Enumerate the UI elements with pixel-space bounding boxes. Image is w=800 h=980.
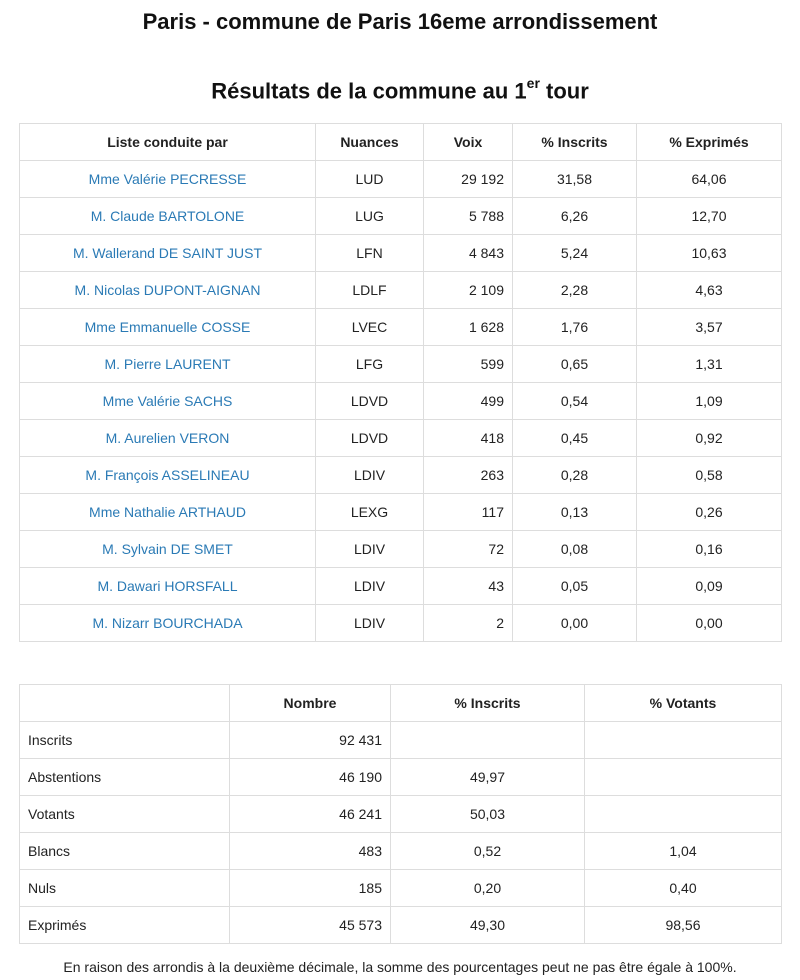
summary-body	[20, 722, 782, 944]
voix-cell: 1 628	[424, 309, 513, 346]
candidate-link[interactable]: Mme Nathalie ARTHAUD	[89, 504, 246, 520]
candidate-cell	[20, 346, 316, 383]
summary-inscrits-pct-cell: 50,03	[391, 796, 585, 833]
summary-votants-pct-cell: 1,04	[585, 833, 782, 870]
nuance-cell: LEXG	[316, 494, 424, 531]
nuance-cell: LFN	[316, 235, 424, 272]
nuance-cell: LDVD	[316, 420, 424, 457]
candidate-cell	[20, 198, 316, 235]
table-row	[20, 722, 782, 759]
inscrits-pct-cell: 31,58	[513, 161, 637, 198]
candidate-cell	[20, 494, 316, 531]
voix-cell: 499	[424, 383, 513, 420]
summary-label-cell: Nuls	[20, 870, 230, 907]
candidate-cell	[20, 531, 316, 568]
candidate-link[interactable]: M. Nicolas DUPONT-AIGNAN	[74, 282, 261, 298]
summary-label-cell: Votants	[20, 796, 230, 833]
table-row	[20, 161, 782, 198]
nuance-cell: LDIV	[316, 568, 424, 605]
inscrits-pct-cell: 0,05	[513, 568, 637, 605]
nuance-cell: LUD	[316, 161, 424, 198]
table-row	[20, 309, 782, 346]
summary-nombre-cell: 45 573	[230, 907, 391, 944]
candidate-cell	[20, 383, 316, 420]
nuance-cell: LVEC	[316, 309, 424, 346]
candidate-link[interactable]: M. Claude BARTOLONE	[90, 208, 245, 224]
voix-cell: 599	[424, 346, 513, 383]
candidate-cell	[20, 272, 316, 309]
round-title-sup: er	[526, 75, 540, 91]
exprimes-pct-cell: 12,70	[637, 198, 782, 235]
table-row	[20, 907, 782, 944]
inscrits-pct-cell: 6,26	[513, 198, 637, 235]
rounding-note: En raison des arrondis à la deuxième décimale, la somme des pourcentages peut ne pas être égale à 100%.	[63, 959, 737, 975]
summary-nombre-cell: 483	[230, 833, 391, 870]
col-header-inscrits: % Inscrits	[513, 124, 637, 161]
summary-label-cell: Inscrits	[20, 722, 230, 759]
summary-nombre-cell: 46 241	[230, 796, 391, 833]
candidate-link[interactable]: M. Wallerand DE SAINT JUST	[72, 245, 263, 261]
table-row	[20, 235, 782, 272]
inscrits-pct-cell: 0,45	[513, 420, 637, 457]
col-header-nuances: Nuances	[316, 124, 424, 161]
candidate-cell	[20, 161, 316, 198]
exprimes-pct-cell: 4,63	[637, 272, 782, 309]
voix-cell: 418	[424, 420, 513, 457]
summary-col-header-inscrits: % Inscrits	[391, 685, 585, 722]
candidate-cell	[20, 568, 316, 605]
table-row	[20, 605, 782, 642]
round-title-end: tour	[539, 78, 589, 104]
round-title-main: Résultats de la commune au 1	[211, 78, 527, 104]
table-row	[20, 420, 782, 457]
voix-cell: 117	[424, 494, 513, 531]
col-header-exprimes: % Exprimés	[637, 124, 782, 161]
inscrits-pct-cell: 0,28	[513, 457, 637, 494]
candidate-link[interactable]: M. Dawari HORSFALL	[97, 578, 238, 594]
summary-col-header-votants: % Votants	[585, 685, 782, 722]
table-row	[20, 870, 782, 907]
inscrits-pct-cell: 0,13	[513, 494, 637, 531]
col-header-candidate: Liste conduite par	[20, 124, 316, 161]
col-header-voix: Voix	[424, 124, 513, 161]
nuance-cell: LFG	[316, 346, 424, 383]
candidate-cell	[20, 420, 316, 457]
table-row	[20, 272, 782, 309]
exprimes-pct-cell: 0,26	[637, 494, 782, 531]
summary-inscrits-pct-cell: 49,30	[391, 907, 585, 944]
voix-cell: 43	[424, 568, 513, 605]
inscrits-pct-cell: 0,00	[513, 605, 637, 642]
nuance-cell: LDIV	[316, 531, 424, 568]
candidate-link[interactable]: M. François ASSELINEAU	[85, 467, 250, 483]
inscrits-pct-cell: 0,08	[513, 531, 637, 568]
results-header-row	[20, 124, 782, 161]
voix-cell: 29 192	[424, 161, 513, 198]
table-row	[20, 198, 782, 235]
summary-inscrits-pct-cell	[391, 722, 585, 759]
page-title: Paris - commune de Paris 16eme arrondissement	[142, 9, 658, 34]
summary-table	[19, 684, 782, 944]
table-row	[20, 833, 782, 870]
inscrits-pct-cell: 0,65	[513, 346, 637, 383]
inscrits-pct-cell: 0,54	[513, 383, 637, 420]
exprimes-pct-cell: 0,09	[637, 568, 782, 605]
inscrits-pct-cell: 1,76	[513, 309, 637, 346]
summary-label-cell: Exprimés	[20, 907, 230, 944]
table-row	[20, 759, 782, 796]
summary-label-cell: Blancs	[20, 833, 230, 870]
exprimes-pct-cell: 1,09	[637, 383, 782, 420]
results-body	[20, 161, 782, 642]
nuance-cell: LDIV	[316, 605, 424, 642]
exprimes-pct-cell: 0,58	[637, 457, 782, 494]
nuance-cell: LDVD	[316, 383, 424, 420]
voix-cell: 72	[424, 531, 513, 568]
nuance-cell: LDLF	[316, 272, 424, 309]
candidate-link[interactable]: M. Pierre LAURENT	[104, 356, 231, 372]
candidate-cell	[20, 605, 316, 642]
summary-col-header-label	[20, 685, 230, 722]
voix-cell: 2	[424, 605, 513, 642]
candidate-cell	[20, 309, 316, 346]
summary-nombre-cell: 185	[230, 870, 391, 907]
exprimes-pct-cell: 0,00	[637, 605, 782, 642]
table-row	[20, 346, 782, 383]
table-row	[20, 531, 782, 568]
candidate-link[interactable]: Mme Emmanuelle COSSE	[84, 319, 251, 335]
voix-cell: 4 843	[424, 235, 513, 272]
table-row	[20, 494, 782, 531]
inscrits-pct-cell: 5,24	[513, 235, 637, 272]
exprimes-pct-cell: 0,92	[637, 420, 782, 457]
voix-cell: 5 788	[424, 198, 513, 235]
table-row	[20, 796, 782, 833]
candidate-cell	[20, 457, 316, 494]
summary-nombre-cell: 92 431	[230, 722, 391, 759]
summary-header-row	[20, 685, 782, 722]
candidate-link[interactable]: M. Aurelien VERON	[105, 430, 230, 446]
summary-inscrits-pct-cell: 0,20	[391, 870, 585, 907]
summary-nombre-cell: 46 190	[230, 759, 391, 796]
table-row	[20, 568, 782, 605]
exprimes-pct-cell: 1,31	[637, 346, 782, 383]
summary-votants-pct-cell: 0,40	[585, 870, 782, 907]
voix-cell: 2 109	[424, 272, 513, 309]
exprimes-pct-cell: 0,16	[637, 531, 782, 568]
candidate-cell	[20, 235, 316, 272]
summary-votants-pct-cell	[585, 796, 782, 833]
exprimes-pct-cell: 10,63	[637, 235, 782, 272]
summary-inscrits-pct-cell: 0,52	[391, 833, 585, 870]
exprimes-pct-cell: 3,57	[637, 309, 782, 346]
summary-col-header-nombre: Nombre	[230, 685, 391, 722]
summary-votants-pct-cell	[585, 759, 782, 796]
candidate-link[interactable]: M. Sylvain DE SMET	[102, 541, 233, 557]
summary-votants-pct-cell	[585, 722, 782, 759]
nuance-cell: LDIV	[316, 457, 424, 494]
exprimes-pct-cell: 64,06	[637, 161, 782, 198]
table-row	[20, 457, 782, 494]
inscrits-pct-cell: 2,28	[513, 272, 637, 309]
candidate-link[interactable]: Mme Valérie PECRESSE	[88, 171, 247, 187]
voix-cell: 263	[424, 457, 513, 494]
table-row	[20, 383, 782, 420]
summary-votants-pct-cell: 98,56	[585, 907, 782, 944]
results-table	[19, 123, 782, 642]
candidate-link[interactable]: Mme Valérie SACHS	[102, 393, 233, 409]
candidate-link[interactable]: M. Nizarr BOURCHADA	[92, 615, 243, 631]
nuance-cell: LUG	[316, 198, 424, 235]
round-title	[0, 70, 800, 110]
summary-inscrits-pct-cell: 49,97	[391, 759, 585, 796]
summary-label-cell: Abstentions	[20, 759, 230, 796]
